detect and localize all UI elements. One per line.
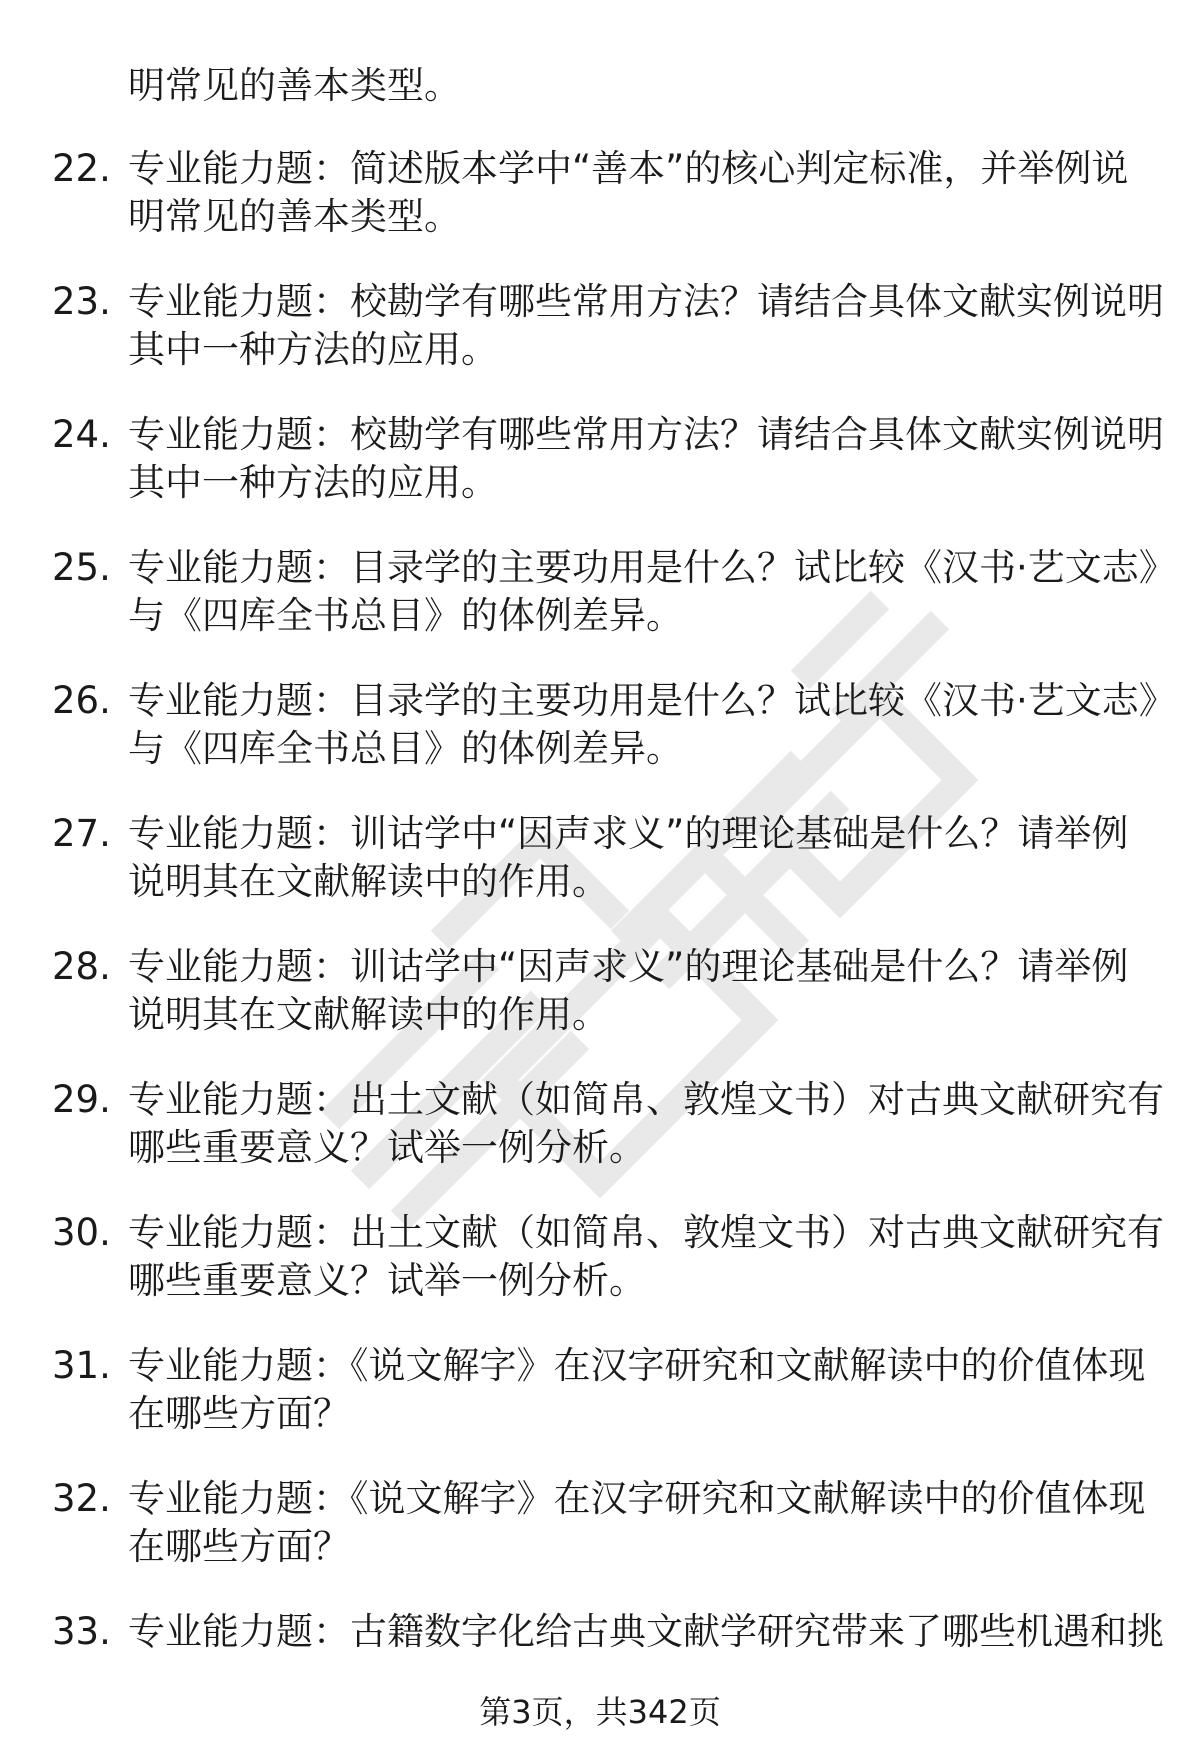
question-number: 33. bbox=[52, 1610, 111, 1653]
question-text-line: 专业能力题：出土文献（如简帛、敦煌文书）对古典文献研究有 bbox=[128, 1211, 1164, 1254]
question-text-line: 专业能力题：训诂学中“因声求义”的理论基础是什么？请举例 bbox=[128, 945, 1129, 988]
question-text-line: 专业能力题：《说文解字》在汉字研究和文献解读中的价值体现 bbox=[128, 1477, 1146, 1520]
question-number: 28. bbox=[52, 945, 111, 988]
page-number-footer: 第3页，共342页 bbox=[479, 1693, 721, 1731]
question-item bbox=[0, 411, 1200, 544]
question-text-line: 专业能力题：出土文献（如简帛、敦煌文书）对古典文献研究有 bbox=[128, 1078, 1164, 1121]
question-text-line: 与《四库全书总目》的体例差异。 bbox=[128, 594, 683, 637]
question-text-line: 其中一种方法的应用。 bbox=[128, 461, 498, 504]
question-text-line: 专业能力题：校勘学有哪些常用方法？请结合具体文献实例说明 bbox=[128, 280, 1164, 323]
question-text-line: 在哪些方面？ bbox=[128, 1525, 350, 1568]
question-number: 29. bbox=[52, 1078, 111, 1121]
question-text-line: 专业能力题：古籍数字化给古典文献学研究带来了哪些机遇和挑 bbox=[128, 1610, 1164, 1653]
question-item bbox=[0, 810, 1200, 943]
question-item bbox=[0, 677, 1200, 810]
question-number: 25. bbox=[52, 546, 111, 589]
question-item bbox=[0, 1342, 1200, 1475]
question-list bbox=[0, 145, 1200, 1741]
question-item bbox=[0, 145, 1200, 278]
question-text-line: 哪些重要意义？试举一例分析。 bbox=[128, 1126, 646, 1169]
question-text-line: 专业能力题：训诂学中“因声求义”的理论基础是什么？请举例 bbox=[128, 812, 1129, 855]
question-text-line: 说明其在文献解读中的作用。 bbox=[128, 860, 609, 903]
question-text-line: 专业能力题：简述版本学中“善本”的核心判定标准，并举例说 bbox=[128, 147, 1129, 190]
question-number: 31. bbox=[52, 1344, 111, 1387]
question-item bbox=[0, 1209, 1200, 1342]
question-text-line: 与《四库全书总目》的体例差异。 bbox=[128, 727, 683, 770]
question-text-line: 专业能力题：《说文解字》在汉字研究和文献解读中的价值体现 bbox=[128, 1344, 1146, 1387]
question-item bbox=[0, 278, 1200, 411]
question-number: 24. bbox=[52, 413, 111, 456]
question-item bbox=[0, 1475, 1200, 1608]
question-item bbox=[0, 943, 1200, 1076]
question-text-line: 专业能力题：目录学的主要功用是什么？试比较《汉书·艺文志》 bbox=[128, 546, 1176, 589]
question-number: 27. bbox=[52, 812, 111, 855]
question-number: 30. bbox=[52, 1211, 111, 1254]
question-number: 32. bbox=[52, 1477, 111, 1520]
question-item bbox=[0, 1076, 1200, 1209]
continued-answer-line: 明常见的善本类型。 bbox=[128, 64, 461, 107]
question-text-line: 哪些重要意义？试举一例分析。 bbox=[128, 1259, 646, 1302]
question-number: 26. bbox=[52, 679, 111, 722]
question-text-line: 专业能力题：校勘学有哪些常用方法？请结合具体文献实例说明 bbox=[128, 413, 1164, 456]
question-item bbox=[0, 544, 1200, 677]
question-text-line: 说明其在文献解读中的作用。 bbox=[128, 993, 609, 1036]
question-text-line: 明常见的善本类型。 bbox=[128, 195, 461, 238]
question-text-line: 专业能力题：目录学的主要功用是什么？试比较《汉书·艺文志》 bbox=[128, 679, 1176, 722]
question-number: 23. bbox=[52, 280, 111, 323]
question-text-line: 其中一种方法的应用。 bbox=[128, 328, 498, 371]
question-number: 22. bbox=[52, 147, 111, 190]
question-text-line: 在哪些方面？ bbox=[128, 1392, 350, 1435]
